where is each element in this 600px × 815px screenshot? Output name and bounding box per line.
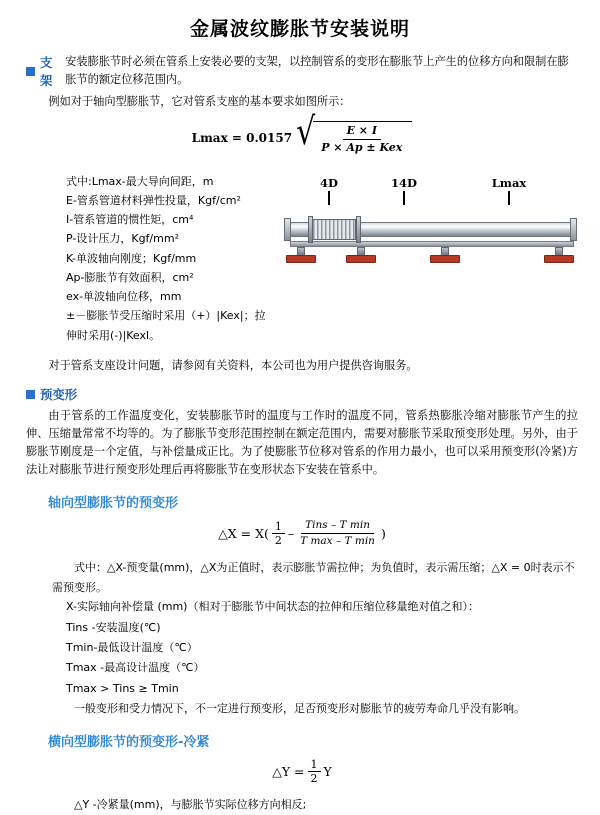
formula-lmax-numerator: E × I (343, 124, 381, 140)
equation-lateral-half-fraction (308, 758, 321, 785)
section-heading-support (26, 53, 578, 89)
subsection-heading-lateral: 横向型膨胀节的预变形-冷紧 (48, 734, 210, 750)
dimension-4d-label: 4D (320, 175, 338, 190)
definition-item: P-设计压力，Kgf/mm² (66, 232, 179, 246)
pipe-end-left-icon (284, 218, 291, 241)
section-heading-predeform (26, 385, 578, 403)
definition-item: Ap-膨胀节有效面积，cm² (66, 270, 194, 284)
equation-lateral-half-denominator: 2 (310, 772, 318, 786)
diagram-canvas (282, 176, 578, 286)
bellows-element-icon (312, 219, 356, 240)
blue-square-bullet-icon (26, 390, 35, 399)
support-anchor-1 (286, 247, 316, 263)
section-support-lead-text: 安装膨胀节时必须在管系上安装必要的支架，以控制管系的变形在膨胀节上产生的位移方向和限制在膨胀节的额定位移范围内。 (65, 55, 569, 86)
flange-right-icon (356, 216, 361, 243)
flange-left-icon (308, 216, 313, 243)
axial-note-1: 式中：△X-预变量(mm)，△X为正值时，表示膨胀节需拉伸；为负值时，表示需压缩；△X = 0时表示不需预变形。 (52, 560, 575, 594)
definition-item: 式中:Lmax-最大导向间距，m (66, 174, 214, 188)
equation-axial-half-numerator: 1 (272, 520, 285, 534)
definitions-and-diagram (26, 166, 578, 351)
equation-lateral-expression (272, 758, 332, 785)
equation-axial-half-denominator: 2 (274, 533, 282, 547)
axial-note-3: Tins -安装温度(℃) (66, 620, 161, 634)
equation-axial-lhs: △X = X( (218, 525, 269, 541)
definition-list (26, 166, 276, 351)
section-heading-support-label: 支架 (40, 55, 53, 88)
dimension-lmax-label: Lmax (491, 175, 527, 190)
support-anchor-3 (430, 247, 460, 263)
support-anchor-2 (346, 247, 376, 263)
equation-axial-rhs: ) (380, 525, 386, 541)
formula-lmax-fraction (317, 124, 406, 155)
equation-axial-half-fraction (272, 520, 285, 547)
section-support-paragraph-3: 对于管系支座设计问题，请参阅有关资料，本公司也为用户提供咨询服务。 (48, 358, 418, 372)
subsection-heading-axial: 轴向型膨胀节的预变形 (48, 495, 179, 511)
equation-axial-temp-numerator: Tins – T min (301, 519, 374, 534)
section-heading-predeform-label: 预变形 (40, 387, 78, 403)
definition-item: K-单波轴向刚度；Kgf/mm (66, 251, 197, 265)
equation-axial-temperature-fraction (296, 519, 379, 548)
formula-lmax-expression (191, 110, 413, 156)
definition-item: ex-单波轴向位移，mm (66, 290, 182, 304)
support-anchor-4 (544, 247, 574, 263)
definition-item: I-管系管道的惯性矩，cm⁴ (66, 213, 194, 227)
blue-square-bullet-icon (26, 67, 35, 76)
section-predeform-paragraph-1: 由于管系的工作温度变化，安装膨胀节时的温度与工作时的温度不同，管系热膨胀冷缩对膨胀节产生的拉伸、压缩量常常不均等的。为了膨胀节变形范围控制在额定范围内，需要对膨胀节采取预变形处理。另外，由于膨胀节刚度是一个定值，与补偿量成正比。为了使膨胀节位移对管系的作用力最小，也可以采用预变形(冷紧)方法让对膨胀节进行预变形处理后再将膨胀节在变形状态下安装在管系中。 (26, 409, 578, 477)
document-page (0, 14, 600, 812)
equation-lateral-half-numerator: 1 (308, 758, 321, 772)
equation-axial-temp-denominator: T max – T min (300, 534, 375, 547)
formula-lmax (26, 110, 578, 156)
formula-lmax-denominator: P × Ap ± Kex (321, 140, 403, 154)
equation-axial-minus-sign: – (287, 525, 295, 541)
pipe-assembly (282, 200, 578, 286)
expansion-joint-diagram (280, 166, 578, 286)
definition-item: E-管系管道材料弹性投量，Kgf/cm² (66, 193, 241, 207)
page-title: 金属波纹膨胀节安装说明 (189, 18, 410, 40)
lateral-note-1: △Y -冷紧量(mm)，与膨胀节实际位移方向相反; (74, 798, 307, 812)
equation-lateral-lhs: △Y = (272, 764, 305, 780)
equation-lateral (26, 758, 578, 785)
axial-note-2: X-实际轴向补偿量 (mm)（相对于膨胀节中间状态的拉伸和压缩位移量绝对值之和）： (66, 600, 479, 614)
document-body (0, 53, 600, 815)
axial-note-6: Tmax > Tins ≥ Tmin (66, 681, 179, 695)
diagram-dimension-row (282, 176, 578, 198)
equation-axial-expression (218, 519, 386, 548)
square-root-icon: √ $\frac{E \times I}{\text{P × Ap ± Kex}}$ (296, 121, 412, 156)
equation-axial (26, 519, 578, 548)
axial-note-5: Tmax -最高设计温度（℃） (66, 661, 205, 675)
pipe-end-right-icon (570, 218, 577, 241)
axial-note-7: 一般变形和受力情况下，不一定进行预变形，足否预变形对膨胀节的疲劳寿命几乎没有影响。 (74, 702, 525, 716)
equation-lateral-rhs: Y (323, 764, 332, 780)
axial-note-4: Tmin-最低设计温度（℃） (66, 641, 198, 655)
definition-item: ±－膨胀节受压缩时采用（+）|Kex|；拉伸时采用(-)|Kexl。 (66, 309, 266, 342)
section-support-paragraph-2: 例如对于轴向型膨胀节，它对管系支座的基本要求如图所示： (48, 95, 351, 108)
dimension-14d-label: 14D (391, 175, 417, 190)
formula-lmax-lhs: Lmax = 0.0157 (191, 131, 293, 146)
